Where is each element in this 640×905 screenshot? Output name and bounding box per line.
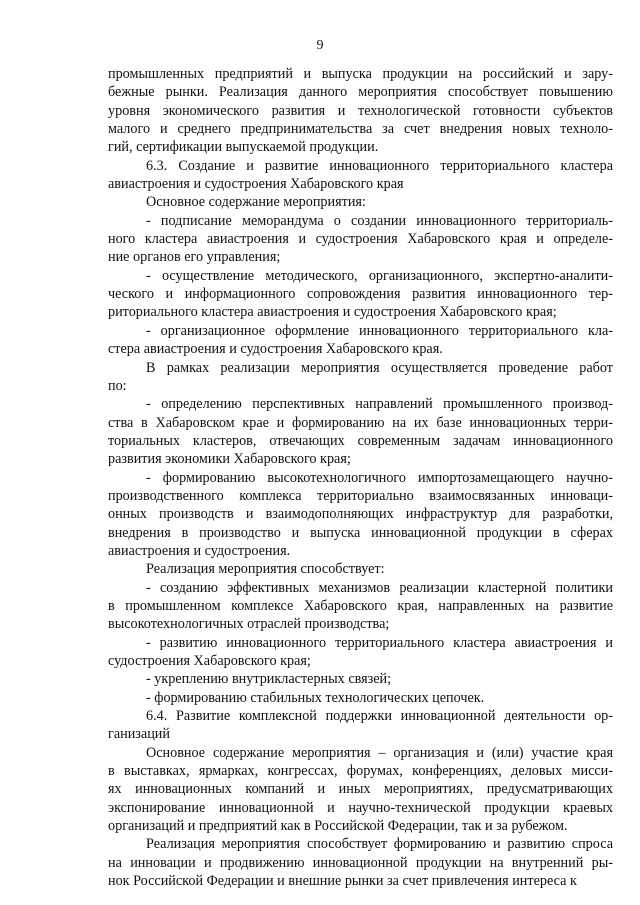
- page-number: 9: [316, 38, 324, 53]
- text-line: - подписание меморандума о создании инновационного территориаль-: [146, 212, 613, 229]
- text-line: на инновации и продвижению инновационной продукции на внутренний ры-: [108, 854, 613, 871]
- text-line: авиастроения и судостроения.: [108, 542, 291, 559]
- paragraph-p3: [108, 193, 613, 211]
- text-line: организаций и предприятий как в Российской Федерации, так и за рубежом.: [108, 818, 568, 835]
- text-line: развития экономики Хабаровского края;: [108, 451, 351, 468]
- text-line: бежные рынки. Реализация данного мероприятия способствует повышению: [108, 84, 613, 101]
- text-line: в промышленном комплексе Хабаровского края, направленных на развитие: [108, 597, 613, 614]
- text-line: в выставках, ярмарках, конгрессах, форумах, конференциях, деловых мисси-: [108, 763, 613, 780]
- text-line: уровня экономического развития и технологической готовности субъектов: [108, 102, 613, 119]
- paragraph-p1: [108, 65, 613, 157]
- text-line: - определению перспективных направлений промышленного производ-: [146, 396, 613, 413]
- paragraph-p14: [108, 689, 613, 707]
- paragraph-p17: [108, 835, 613, 890]
- text-line: стера авиастроения и судостроения Хабаровского края.: [108, 341, 443, 358]
- text-line: ного кластера авиастроения и судостроения Хабаровского края и определе-: [108, 231, 613, 248]
- text-line: - организационное оформление инновационного территориального кла-: [146, 322, 613, 339]
- paragraph-p7: [108, 359, 613, 396]
- text-line: Основное содержание мероприятия – организация и (или) участие края: [146, 744, 613, 761]
- text-line: авиастроения и судостроения Хабаровского края: [108, 176, 404, 193]
- paragraph-p12: [108, 634, 613, 671]
- text-line: ние органов его управления;: [108, 249, 281, 266]
- text-line: - осуществление методического, организационного, экспертно-аналити-: [146, 267, 613, 284]
- text-line: ях инновационных компаний и иных мероприятиях, предусматривающих: [108, 781, 613, 798]
- text-line: Реализация мероприятия способствует:: [146, 561, 385, 578]
- text-line: ганизаций: [108, 726, 170, 743]
- text-line: - созданию эффективных механизмов реализации кластерной политики: [146, 579, 613, 596]
- paragraph-p8: [108, 395, 613, 468]
- paragraph-p5: [108, 267, 613, 322]
- paragraph-p13: [108, 670, 613, 688]
- text-line: ства в Хабаровском крае и формированию на их базе инновационных терри-: [108, 414, 613, 431]
- text-line: - укреплению внутрикластерных связей;: [146, 671, 392, 688]
- text-line: ческого и информационного сопровождения развития инновационного тер-: [108, 286, 613, 303]
- text-line: экспонирование инновационной и научно-технической продукции краевых: [108, 799, 613, 816]
- text-line: 6.3. Создание и развитие инновационного территориального кластера: [146, 157, 613, 174]
- text-line: высокотехнологичных отраслей производства;: [108, 616, 390, 633]
- text-line: 6.4. Развитие комплексной поддержки инновационной деятельности ор-: [146, 708, 613, 725]
- paragraph-p2: [108, 157, 613, 194]
- text-line: судостроения Хабаровского края;: [108, 653, 311, 669]
- text-line: внедрения в производство и выпуска инновационной продукции в сферах: [108, 524, 613, 541]
- text-line: промышленных предприятий и выпуска продукции на российский и зару-: [108, 66, 613, 82]
- text-line: нок Российской Федерации и внешние рынки за счет привлечения интереса к: [108, 873, 577, 890]
- document-body: [108, 65, 613, 890]
- paragraph-p4: [108, 212, 613, 267]
- paragraph-p15: [108, 707, 613, 744]
- text-line: производственного комплекса территориально взаимосвязанных инноваци-: [108, 487, 613, 504]
- text-line: - формированию высокотехнологичного импортозамещающего научно-: [146, 469, 613, 486]
- paragraph-p16: [108, 744, 613, 836]
- paragraph-p6: [108, 322, 613, 359]
- text-line: Реализация мероприятия способствует формированию и развитию спроса: [146, 836, 613, 853]
- text-line: гий, сертификации выпускаемой продукции.: [108, 139, 379, 156]
- paragraph-p10: [108, 560, 613, 578]
- text-line: - развитию инновационного территориального кластера авиастроения и: [146, 634, 613, 651]
- text-line: Основное содержание мероприятия:: [146, 194, 366, 211]
- text-line: В рамках реализации мероприятия осуществляется проведение работ: [146, 359, 613, 376]
- text-line: малого и среднего предпринимательства за счет внедрения новых техноло-: [108, 121, 613, 138]
- paragraph-p11: [108, 579, 613, 634]
- text-line: ториальных кластеров, отвечающих современным задачам инновационного: [108, 432, 613, 449]
- paragraph-p9: [108, 469, 613, 561]
- text-line: - формированию стабильных технологических цепочек.: [146, 689, 485, 706]
- text-line: риториального кластера авиастроения и судостроения Хабаровского края;: [108, 304, 557, 321]
- text-line: онных производств и взаимодополняющих инфраструктур для разработки,: [108, 506, 613, 523]
- text-line: по:: [108, 377, 127, 394]
